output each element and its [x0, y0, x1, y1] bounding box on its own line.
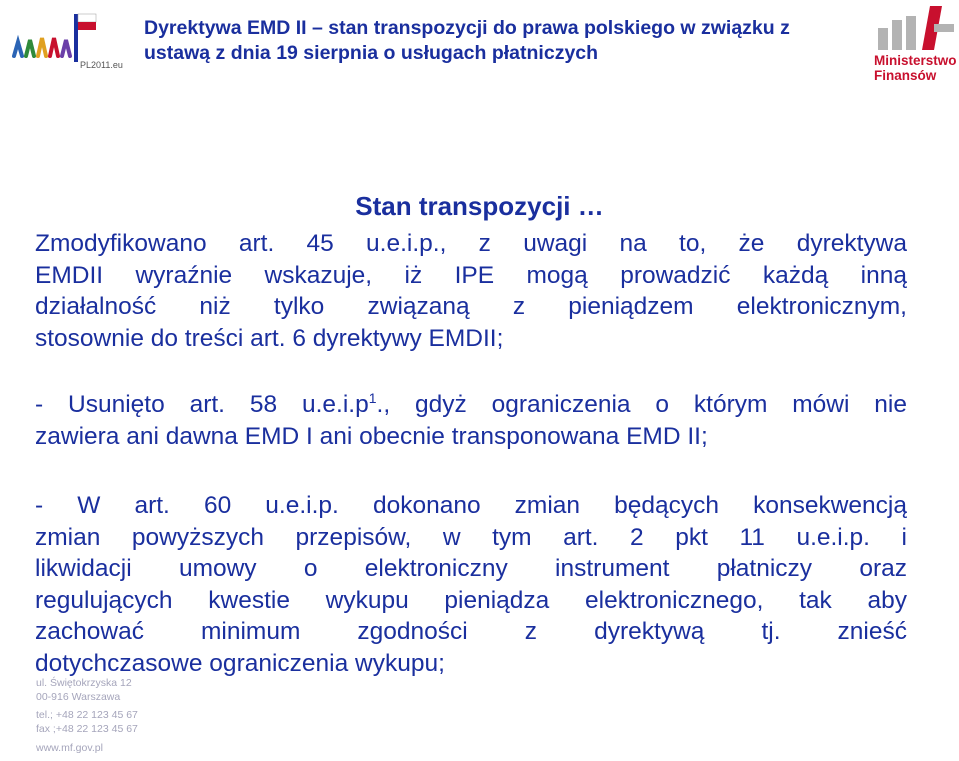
ministry-logo-line-2: Finansów — [874, 68, 937, 83]
paragraph-line: Zmodyfikowano art. 45 u.e.i.p., z uwagi na to, że dyrektywa — [35, 230, 907, 257]
paragraph-line: zawiera ani dawna EMD I ani obecnie transponowana EMD II; — [35, 422, 708, 450]
footer-address — [36, 676, 132, 704]
art-58-text: - Usunięto art. 58 u.e.i.p — [35, 391, 369, 418]
paragraph-line: zachować minimum zgodności z dyrektywą tj. znieść — [35, 618, 907, 645]
header-title-line-2: ustawą z dnia 19 sierpnia o usługach płatniczych — [144, 42, 599, 64]
presidency-logo-text: PL2011.eu — [80, 60, 123, 70]
footnote-marker: 1 — [368, 389, 377, 406]
footer-address-line-2: 00-916 Warszawa — [36, 691, 121, 703]
footer-tel: tel.; +48 22 123 45 67 — [36, 709, 138, 721]
ministry-logo-line-1: Ministerstwo — [874, 53, 957, 68]
paragraph-line: działalność niż tylko związaną z pieniądzem elektronicznym, — [35, 293, 907, 320]
footer-address-line-1: ul. Świętokrzyska 12 — [36, 677, 132, 689]
presidency-logo-graphic — [6, 12, 138, 72]
footer-contact — [36, 708, 138, 736]
ministry-logo-text — [874, 53, 957, 83]
paragraph-line: regulujących kwestie wykupu pieniądza elektronicznego, tak aby — [35, 586, 907, 614]
presidency-logo — [6, 12, 138, 72]
paragraph-art-58 — [35, 389, 907, 452]
paragraph-line — [35, 389, 907, 421]
slide-heading: Stan transpozycji … — [355, 191, 604, 221]
header-title — [144, 16, 864, 66]
footer-fax: fax ;+48 22 123 45 67 — [36, 723, 138, 735]
paragraph-line: dotychczasowe ograniczenia wykupu; — [35, 649, 445, 677]
header-title-line-1: Dyrektywa EMD II – stan transpozycji do prawa polskiego w związku z — [144, 17, 790, 39]
paragraph-art-60 — [35, 490, 907, 679]
ministry-emblem-icon — [872, 2, 958, 52]
paragraph-art-45 — [35, 228, 907, 354]
footer-website-link[interactable]: www.mf.gov.pl — [36, 742, 103, 754]
paragraph-line: EMDII wyraźnie wskazuje, iż IPE mogą prowadzić każdą inną — [35, 261, 907, 289]
ministry-logo — [872, 2, 958, 84]
paragraph-line: - W art. 60 u.e.i.p. dokonano zmian będących konsekwencją — [35, 492, 907, 519]
paragraph-line: likwidacji umowy o elektroniczny instrument płatniczy oraz — [35, 555, 907, 582]
paragraph-line: stosownie do treści art. 6 dyrektywy EMDII; — [35, 324, 504, 352]
art-58-text-continued: ., gdyż ograniczenia o którym mówi nie — [376, 391, 907, 418]
paragraph-line: zmian powyższych przepisów, w tym art. 2 pkt 11 u.e.i.p. i — [35, 523, 907, 551]
